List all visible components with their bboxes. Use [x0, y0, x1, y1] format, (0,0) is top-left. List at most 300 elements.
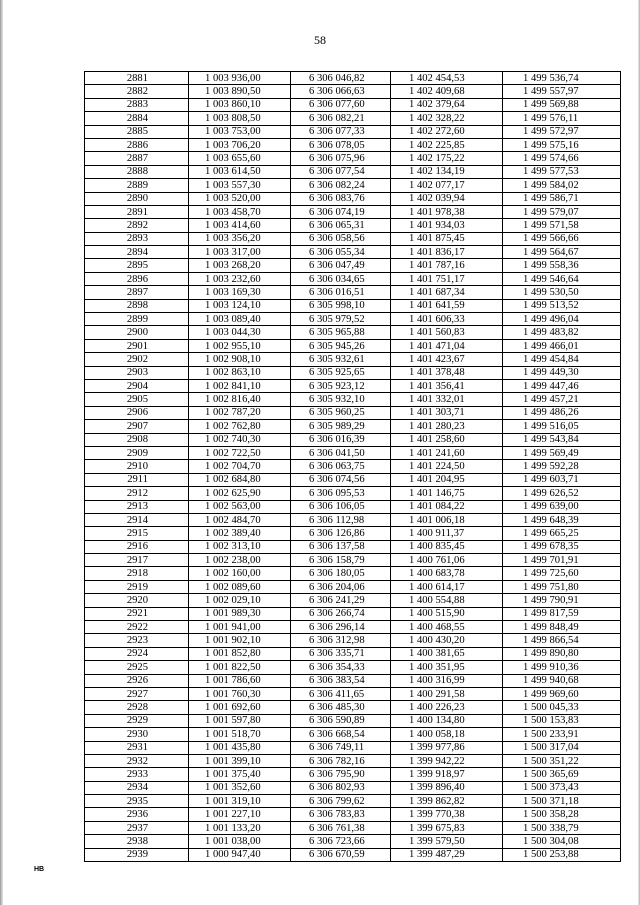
table-row [85, 125, 621, 138]
coord-x2-cell: 1 400 381,65 [391, 647, 503, 660]
table-row [85, 339, 621, 352]
coord-x2-cell: 1 401 332,01 [391, 393, 503, 406]
coord-y2-cell: 1 499 558,36 [503, 259, 621, 272]
coord-x1-cell: 1 003 356,20 [189, 232, 291, 245]
coord-y2-cell: 1 500 338,79 [503, 821, 621, 834]
coord-y2-cell: 1 499 603,71 [503, 473, 621, 486]
coord-y1-cell: 6 306 016,39 [291, 433, 391, 446]
point-number-cell: 2902 [85, 353, 189, 366]
coord-y1-cell: 6 306 095,53 [291, 487, 391, 500]
coord-x1-cell: 1 002 313,10 [189, 540, 291, 553]
coord-y1-cell: 6 306 590,89 [291, 714, 391, 727]
point-number-cell: 2898 [85, 299, 189, 312]
coord-y2-cell: 1 499 575,16 [503, 138, 621, 151]
coord-x1-cell: 1 003 655,60 [189, 152, 291, 165]
point-number-cell: 2904 [85, 379, 189, 392]
coord-x1-cell: 1 002 389,40 [189, 527, 291, 540]
point-number-cell: 2924 [85, 647, 189, 660]
coord-y2-cell: 1 499 665,25 [503, 527, 621, 540]
coord-y2-cell: 1 499 569,88 [503, 98, 621, 111]
table-row [85, 821, 621, 834]
table-row [85, 567, 621, 580]
point-number-cell: 2926 [85, 674, 189, 687]
coord-y1-cell: 6 305 932,61 [291, 353, 391, 366]
coord-y2-cell: 1 499 817,59 [503, 607, 621, 620]
coord-x2-cell: 1 401 423,67 [391, 353, 503, 366]
coord-x2-cell: 1 401 687,34 [391, 286, 503, 299]
table-row [85, 661, 621, 674]
coord-y2-cell: 1 500 351,22 [503, 754, 621, 767]
coord-y2-cell: 1 499 574,66 [503, 152, 621, 165]
coord-x2-cell: 1 401 006,18 [391, 513, 503, 526]
coord-y2-cell: 1 499 592,28 [503, 460, 621, 473]
coord-x2-cell: 1 400 835,45 [391, 540, 503, 553]
point-number-cell: 2913 [85, 500, 189, 513]
coord-x2-cell: 1 399 579,50 [391, 835, 503, 848]
coord-y1-cell: 6 306 074,56 [291, 473, 391, 486]
table-row [85, 621, 621, 634]
coord-x2-cell: 1 400 515,90 [391, 607, 503, 620]
point-number-cell: 2927 [85, 687, 189, 700]
table-row [85, 687, 621, 700]
coord-x1-cell: 1 002 955,10 [189, 339, 291, 352]
coord-y2-cell: 1 499 584,02 [503, 179, 621, 192]
coord-x2-cell: 1 400 554,88 [391, 594, 503, 607]
coord-x1-cell: 1 003 706,20 [189, 138, 291, 151]
point-number-cell: 2882 [85, 85, 189, 98]
coord-x1-cell: 1 003 414,60 [189, 219, 291, 232]
coord-y1-cell: 6 306 312,98 [291, 634, 391, 647]
table-row [85, 219, 621, 232]
coord-y2-cell: 1 499 910,36 [503, 661, 621, 674]
coord-x1-cell: 1 003 890,50 [189, 85, 291, 98]
coord-x1-cell: 1 002 863,10 [189, 366, 291, 379]
coord-y1-cell: 6 306 077,60 [291, 98, 391, 111]
coord-x1-cell: 1 002 484,70 [189, 513, 291, 526]
coord-y2-cell: 1 499 569,49 [503, 446, 621, 459]
coord-y1-cell: 6 306 296,14 [291, 621, 391, 634]
table-row [85, 192, 621, 205]
point-number-cell: 2908 [85, 433, 189, 446]
coord-y1-cell: 6 305 960,25 [291, 406, 391, 419]
coord-x1-cell: 1 002 684,80 [189, 473, 291, 486]
coord-y2-cell: 1 499 566,66 [503, 232, 621, 245]
coord-y1-cell: 6 305 923,12 [291, 379, 391, 392]
coord-x1-cell: 1 002 841,10 [189, 379, 291, 392]
coord-x1-cell: 1 001 319,10 [189, 795, 291, 808]
scan-edge-left [0, 0, 3, 905]
coord-x2-cell: 1 400 430,20 [391, 634, 503, 647]
table-row [85, 500, 621, 513]
coord-x2-cell: 1 401 224,50 [391, 460, 503, 473]
coord-y2-cell: 1 499 486,26 [503, 406, 621, 419]
coord-y2-cell: 1 499 483,82 [503, 326, 621, 339]
coord-y1-cell: 6 306 041,50 [291, 446, 391, 459]
point-number-cell: 2907 [85, 420, 189, 433]
coord-x2-cell: 1 401 204,95 [391, 473, 503, 486]
coord-x1-cell: 1 003 753,00 [189, 125, 291, 138]
coord-y1-cell: 6 305 979,52 [291, 313, 391, 326]
point-number-cell: 2920 [85, 594, 189, 607]
coord-x2-cell: 1 402 272,60 [391, 125, 503, 138]
table-row [85, 98, 621, 111]
coord-y2-cell: 1 499 449,30 [503, 366, 621, 379]
coord-y2-cell: 1 500 358,28 [503, 808, 621, 821]
coord-y1-cell: 6 306 802,93 [291, 781, 391, 794]
point-number-cell: 2910 [85, 460, 189, 473]
coord-y1-cell: 6 306 126,86 [291, 527, 391, 540]
point-number-cell: 2922 [85, 621, 189, 634]
coord-x1-cell: 1 002 740,30 [189, 433, 291, 446]
point-number-cell: 2935 [85, 795, 189, 808]
point-number-cell: 2930 [85, 728, 189, 741]
coord-x1-cell: 1 002 625,90 [189, 487, 291, 500]
coord-y2-cell: 1 500 365,69 [503, 768, 621, 781]
point-number-cell: 2888 [85, 165, 189, 178]
coord-x1-cell: 1 002 762,80 [189, 420, 291, 433]
coord-y1-cell: 6 306 354,33 [291, 661, 391, 674]
coord-y1-cell: 6 306 670,59 [291, 848, 391, 861]
table-row [85, 795, 621, 808]
coord-y2-cell: 1 499 579,07 [503, 205, 621, 218]
coord-x1-cell: 1 001 518,70 [189, 728, 291, 741]
coord-y2-cell: 1 499 678,35 [503, 540, 621, 553]
point-number-cell: 2905 [85, 393, 189, 406]
coord-y1-cell: 6 305 945,26 [291, 339, 391, 352]
coord-y1-cell: 6 306 335,71 [291, 647, 391, 660]
coord-y1-cell: 6 306 055,34 [291, 246, 391, 259]
table-row [85, 674, 621, 687]
coord-y1-cell: 6 306 034,65 [291, 272, 391, 285]
coord-x1-cell: 1 001 852,80 [189, 647, 291, 660]
coord-x2-cell: 1 400 291,58 [391, 687, 503, 700]
coord-y2-cell: 1 499 557,97 [503, 85, 621, 98]
coord-y2-cell: 1 500 373,43 [503, 781, 621, 794]
point-number-cell: 2934 [85, 781, 189, 794]
table-row [85, 366, 621, 379]
point-number-cell: 2897 [85, 286, 189, 299]
point-number-cell: 2918 [85, 567, 189, 580]
coord-y1-cell: 6 306 046,82 [291, 72, 391, 85]
coord-x2-cell: 1 399 896,40 [391, 781, 503, 794]
coord-y2-cell: 1 499 848,49 [503, 621, 621, 634]
point-number-cell: 2919 [85, 580, 189, 593]
coord-x2-cell: 1 401 146,75 [391, 487, 503, 500]
coord-x2-cell: 1 401 258,60 [391, 433, 503, 446]
coord-x2-cell: 1 402 225,85 [391, 138, 503, 151]
coord-x2-cell: 1 399 862,82 [391, 795, 503, 808]
point-number-cell: 2928 [85, 701, 189, 714]
point-number-cell: 2887 [85, 152, 189, 165]
coord-x1-cell: 1 001 597,80 [189, 714, 291, 727]
table-row [85, 540, 621, 553]
coord-x1-cell: 1 003 557,30 [189, 179, 291, 192]
coord-y1-cell: 6 306 083,76 [291, 192, 391, 205]
coord-x1-cell: 1 003 089,40 [189, 313, 291, 326]
coord-y1-cell: 6 306 063,75 [291, 460, 391, 473]
table-row [85, 433, 621, 446]
coord-x1-cell: 1 002 029,10 [189, 594, 291, 607]
coord-x1-cell: 1 000 947,40 [189, 848, 291, 861]
coord-x2-cell: 1 401 978,38 [391, 205, 503, 218]
point-number-cell: 2894 [85, 246, 189, 259]
coord-y1-cell: 6 306 485,30 [291, 701, 391, 714]
coord-y2-cell: 1 499 516,05 [503, 420, 621, 433]
coord-x2-cell: 1 402 409,68 [391, 85, 503, 98]
table-row [85, 446, 621, 459]
point-number-cell: 2915 [85, 527, 189, 540]
coord-x1-cell: 1 001 038,00 [189, 835, 291, 848]
table-row [85, 460, 621, 473]
coord-x2-cell: 1 401 084,22 [391, 500, 503, 513]
coord-y2-cell: 1 499 513,52 [503, 299, 621, 312]
coord-x1-cell: 1 002 816,40 [189, 393, 291, 406]
coord-x1-cell: 1 003 458,70 [189, 205, 291, 218]
coord-x2-cell: 1 401 836,17 [391, 246, 503, 259]
table-row [85, 152, 621, 165]
coord-x1-cell: 1 001 941,00 [189, 621, 291, 634]
coord-x1-cell: 1 003 614,50 [189, 165, 291, 178]
table-row [85, 379, 621, 392]
point-number-cell: 2885 [85, 125, 189, 138]
coord-y2-cell: 1 500 253,88 [503, 848, 621, 861]
coord-y1-cell: 6 305 925,65 [291, 366, 391, 379]
point-number-cell: 2921 [85, 607, 189, 620]
coord-y2-cell: 1 499 564,67 [503, 246, 621, 259]
coord-x2-cell: 1 402 454,53 [391, 72, 503, 85]
coord-y1-cell: 6 306 799,62 [291, 795, 391, 808]
coord-x2-cell: 1 401 787,16 [391, 259, 503, 272]
point-number-cell: 2929 [85, 714, 189, 727]
point-number-cell: 2936 [85, 808, 189, 821]
table-row [85, 299, 621, 312]
coord-x1-cell: 1 001 399,10 [189, 754, 291, 767]
table-row [85, 473, 621, 486]
coord-x2-cell: 1 399 675,83 [391, 821, 503, 834]
coord-x2-cell: 1 400 134,80 [391, 714, 503, 727]
coord-y1-cell: 6 306 077,33 [291, 125, 391, 138]
table-row [85, 420, 621, 433]
coord-y1-cell: 6 306 668,54 [291, 728, 391, 741]
coord-x1-cell: 1 003 860,10 [189, 98, 291, 111]
coord-x1-cell: 1 003 124,10 [189, 299, 291, 312]
coord-x2-cell: 1 401 241,60 [391, 446, 503, 459]
table-row [85, 179, 621, 192]
coord-x2-cell: 1 400 316,99 [391, 674, 503, 687]
coord-y2-cell: 1 499 639,00 [503, 500, 621, 513]
coord-y1-cell: 6 306 077,54 [291, 165, 391, 178]
coord-x2-cell: 1 400 761,06 [391, 554, 503, 567]
coord-y1-cell: 6 306 723,66 [291, 835, 391, 848]
coord-y1-cell: 6 305 998,10 [291, 299, 391, 312]
point-number-cell: 2883 [85, 98, 189, 111]
coord-y2-cell: 1 500 045,33 [503, 701, 621, 714]
coord-x1-cell: 1 002 563,00 [189, 500, 291, 513]
point-number-cell: 2890 [85, 192, 189, 205]
table-row [85, 741, 621, 754]
coord-y2-cell: 1 500 317,04 [503, 741, 621, 754]
coord-y1-cell: 6 306 383,54 [291, 674, 391, 687]
coord-x2-cell: 1 400 351,95 [391, 661, 503, 674]
point-number-cell: 2891 [85, 205, 189, 218]
table-row [85, 326, 621, 339]
coord-y2-cell: 1 499 648,39 [503, 513, 621, 526]
table-row [85, 808, 621, 821]
point-number-cell: 2889 [85, 179, 189, 192]
coord-y1-cell: 6 306 106,05 [291, 500, 391, 513]
coord-y2-cell: 1 499 577,53 [503, 165, 621, 178]
page-number: 58 [314, 33, 326, 47]
table-row [85, 580, 621, 593]
coord-x2-cell: 1 400 911,37 [391, 527, 503, 540]
table-row [85, 232, 621, 245]
table-row [85, 714, 621, 727]
coord-y2-cell: 1 499 701,91 [503, 554, 621, 567]
point-number-cell: 2899 [85, 313, 189, 326]
coord-x2-cell: 1 400 226,23 [391, 701, 503, 714]
table-row [85, 205, 621, 218]
coord-y1-cell: 6 306 158,79 [291, 554, 391, 567]
table-row [85, 112, 621, 125]
coord-y2-cell: 1 499 447,46 [503, 379, 621, 392]
point-number-cell: 2903 [85, 366, 189, 379]
coord-x2-cell: 1 399 770,38 [391, 808, 503, 821]
coord-y2-cell: 1 499 457,21 [503, 393, 621, 406]
point-number-cell: 2914 [85, 513, 189, 526]
coord-y1-cell: 6 306 078,05 [291, 138, 391, 151]
table-row [85, 835, 621, 848]
coord-y1-cell: 6 306 204,06 [291, 580, 391, 593]
coord-x2-cell: 1 402 379,64 [391, 98, 503, 111]
coord-y1-cell: 6 306 058,56 [291, 232, 391, 245]
coord-x2-cell: 1 401 606,33 [391, 313, 503, 326]
point-number-cell: 2881 [85, 72, 189, 85]
coord-x2-cell: 1 401 356,41 [391, 379, 503, 392]
point-number-cell: 2892 [85, 219, 189, 232]
coord-x1-cell: 1 001 786,60 [189, 674, 291, 687]
coord-y1-cell: 6 306 411,65 [291, 687, 391, 700]
coord-y2-cell: 1 499 454,84 [503, 353, 621, 366]
point-number-cell: 2911 [85, 473, 189, 486]
point-number-cell: 2896 [85, 272, 189, 285]
point-number-cell: 2939 [85, 848, 189, 861]
coordinates-table [84, 71, 621, 862]
coord-y2-cell: 1 499 969,60 [503, 687, 621, 700]
point-number-cell: 2931 [85, 741, 189, 754]
coord-y1-cell: 6 306 075,96 [291, 152, 391, 165]
point-number-cell: 2923 [85, 634, 189, 647]
table-row [85, 313, 621, 326]
point-number-cell: 2938 [85, 835, 189, 848]
point-number-cell: 2884 [85, 112, 189, 125]
coord-x1-cell: 1 001 692,60 [189, 701, 291, 714]
coord-y2-cell: 1 499 576,11 [503, 112, 621, 125]
table-row [85, 594, 621, 607]
table-row [85, 487, 621, 500]
coord-y2-cell: 1 500 304,08 [503, 835, 621, 848]
table-row [85, 781, 621, 794]
coord-y2-cell: 1 499 586,71 [503, 192, 621, 205]
coord-x1-cell: 1 001 227,10 [189, 808, 291, 821]
coord-x1-cell: 1 003 232,60 [189, 272, 291, 285]
coord-x2-cell: 1 402 134,19 [391, 165, 503, 178]
point-number-cell: 2895 [85, 259, 189, 272]
coord-y1-cell: 6 305 965,88 [291, 326, 391, 339]
coord-x1-cell: 1 003 044,30 [189, 326, 291, 339]
point-number-cell: 2916 [85, 540, 189, 553]
coord-y1-cell: 6 306 782,16 [291, 754, 391, 767]
coord-y2-cell: 1 499 546,64 [503, 272, 621, 285]
table-row [85, 701, 621, 714]
coord-x1-cell: 1 002 089,60 [189, 580, 291, 593]
point-number-cell: 2933 [85, 768, 189, 781]
coord-y2-cell: 1 500 371,18 [503, 795, 621, 808]
coord-x1-cell: 1 001 902,10 [189, 634, 291, 647]
coord-y1-cell: 6 305 932,10 [291, 393, 391, 406]
point-number-cell: 2912 [85, 487, 189, 500]
point-number-cell: 2893 [85, 232, 189, 245]
coord-x2-cell: 1 401 751,17 [391, 272, 503, 285]
coord-x1-cell: 1 001 435,80 [189, 741, 291, 754]
coord-x1-cell: 1 001 352,60 [189, 781, 291, 794]
table-row [85, 513, 621, 526]
coord-y1-cell: 6 306 082,21 [291, 112, 391, 125]
point-number-cell: 2900 [85, 326, 189, 339]
table-row [85, 768, 621, 781]
table-row [85, 259, 621, 272]
coord-x1-cell: 1 001 760,30 [189, 687, 291, 700]
coord-y1-cell: 6 306 112,98 [291, 513, 391, 526]
coord-y1-cell: 6 306 783,83 [291, 808, 391, 821]
coord-y1-cell: 6 305 989,29 [291, 420, 391, 433]
coord-y1-cell: 6 306 241,29 [291, 594, 391, 607]
coord-x2-cell: 1 401 303,71 [391, 406, 503, 419]
table-row [85, 527, 621, 540]
coord-y1-cell: 6 306 047,49 [291, 259, 391, 272]
coord-x2-cell: 1 401 641,59 [391, 299, 503, 312]
point-number-cell: 2901 [85, 339, 189, 352]
coord-y1-cell: 6 306 180,05 [291, 567, 391, 580]
table-row [85, 634, 621, 647]
coord-y2-cell: 1 499 571,58 [503, 219, 621, 232]
coord-y1-cell: 6 306 137,58 [291, 540, 391, 553]
coord-x1-cell: 1 003 808,50 [189, 112, 291, 125]
table-row [85, 728, 621, 741]
coord-y2-cell: 1 500 153,83 [503, 714, 621, 727]
coord-x2-cell: 1 399 918,97 [391, 768, 503, 781]
table-row [85, 647, 621, 660]
coordinates-table-body [85, 72, 621, 862]
point-number-cell: 2886 [85, 138, 189, 151]
coord-y2-cell: 1 499 890,80 [503, 647, 621, 660]
coord-x1-cell: 1 002 160,00 [189, 567, 291, 580]
point-number-cell: 2917 [85, 554, 189, 567]
coord-y2-cell: 1 499 790,91 [503, 594, 621, 607]
coord-x2-cell: 1 402 328,22 [391, 112, 503, 125]
coord-y2-cell: 1 499 866,54 [503, 634, 621, 647]
table-row [85, 138, 621, 151]
table-row [85, 72, 621, 85]
coord-x2-cell: 1 402 039,94 [391, 192, 503, 205]
point-number-cell: 2937 [85, 821, 189, 834]
coord-x1-cell: 1 001 133,20 [189, 821, 291, 834]
coord-x2-cell: 1 400 058,18 [391, 728, 503, 741]
table-row [85, 406, 621, 419]
table-row [85, 353, 621, 366]
coord-x1-cell: 1 002 908,10 [189, 353, 291, 366]
coord-y1-cell: 6 306 266,74 [291, 607, 391, 620]
coord-x1-cell: 1 001 375,40 [189, 768, 291, 781]
